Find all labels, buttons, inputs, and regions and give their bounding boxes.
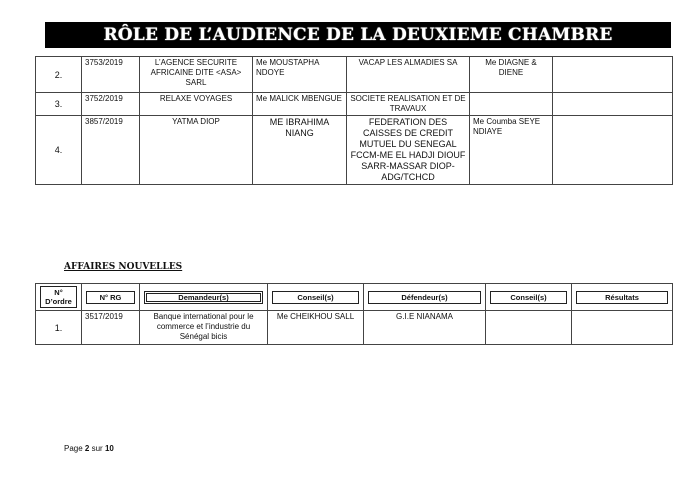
result (553, 116, 673, 185)
table-header-row (36, 284, 673, 311)
defendant-counsel (486, 311, 572, 345)
defendant: SOCIETE REALISATION ET DE TRAVAUX (347, 93, 470, 116)
footer-page-number: 2 (84, 444, 90, 453)
result (553, 57, 673, 93)
header-results: Résultats (572, 284, 673, 311)
row-number: 4. (36, 116, 82, 185)
plaintiff-counsel: Me MOUSTAPHA NDOYE (253, 57, 347, 93)
plaintiff: YATMA DIOP (140, 116, 253, 185)
table-row (36, 93, 673, 116)
header-plaintiff: Demandeur(s) (140, 284, 268, 311)
plaintiff: L’AGENCE SECURITE AFRICAINE DITE <ASA> SARL (140, 57, 253, 93)
header-order-number: N° D’ordre (36, 284, 82, 311)
header-defendant: Défendeur(s) (364, 284, 486, 311)
header-defendant-counsel: Conseil(s) (486, 284, 572, 311)
page-footer (64, 444, 114, 453)
defendant-counsel (470, 93, 553, 116)
header-plaintiff-counsel: Conseil(s) (268, 284, 364, 311)
document-title-bar (45, 22, 671, 48)
plaintiff-counsel: ME IBRAHIMA NIANG (253, 116, 347, 185)
rg-number: 3752/2019 (82, 93, 140, 116)
rg-number: 3753/2019 (82, 57, 140, 93)
defendant: VACAP LES ALMADIES SA (347, 57, 470, 93)
result (553, 93, 673, 116)
table-row (36, 311, 673, 345)
header-rg: N° RG (82, 284, 140, 311)
rg-number: 3517/2019 (82, 311, 140, 345)
rg-number: 3857/2019 (82, 116, 140, 185)
defendant: FEDERATION DES CAISSES DE CREDIT MUTUEL DU SENEGAL FCCM-ME EL HADJI DIOUF SARR-MASSAR DIOP-ADG/TCHCD (347, 116, 470, 185)
row-number: 1. (36, 311, 82, 345)
result (572, 311, 673, 345)
section-heading: AFFAIRES NOUVELLES (64, 262, 183, 272)
row-number: 3. (36, 93, 82, 116)
defendant-counsel: Me DIAGNE & DIENE (470, 57, 553, 93)
plaintiff-counsel: Me CHEIKHOU SALL (268, 311, 364, 345)
defendant: G.I.E NIANAMA (364, 311, 486, 345)
table-row (36, 116, 673, 185)
hearing-roll-table (35, 56, 673, 185)
plaintiff-counsel: Me MALICK MBENGUE (253, 93, 347, 116)
footer-prefix: Page (64, 444, 83, 453)
new-cases-table (35, 283, 673, 345)
footer-page-total: 10 (104, 444, 114, 453)
document-title: RÔLE DE L’AUDIENCE DE LA DEUXIEME CHAMBRE (103, 25, 613, 45)
footer-middle: sur (91, 444, 103, 453)
plaintiff: RELAXE VOYAGES (140, 93, 253, 116)
row-number: 2. (36, 57, 82, 93)
defendant-counsel: Me Coumba SEYE NDIAYE (470, 116, 553, 185)
table-row (36, 57, 673, 93)
plaintiff: Banque international pour le commerce et l’industrie du Sénégal bicis (140, 311, 268, 345)
